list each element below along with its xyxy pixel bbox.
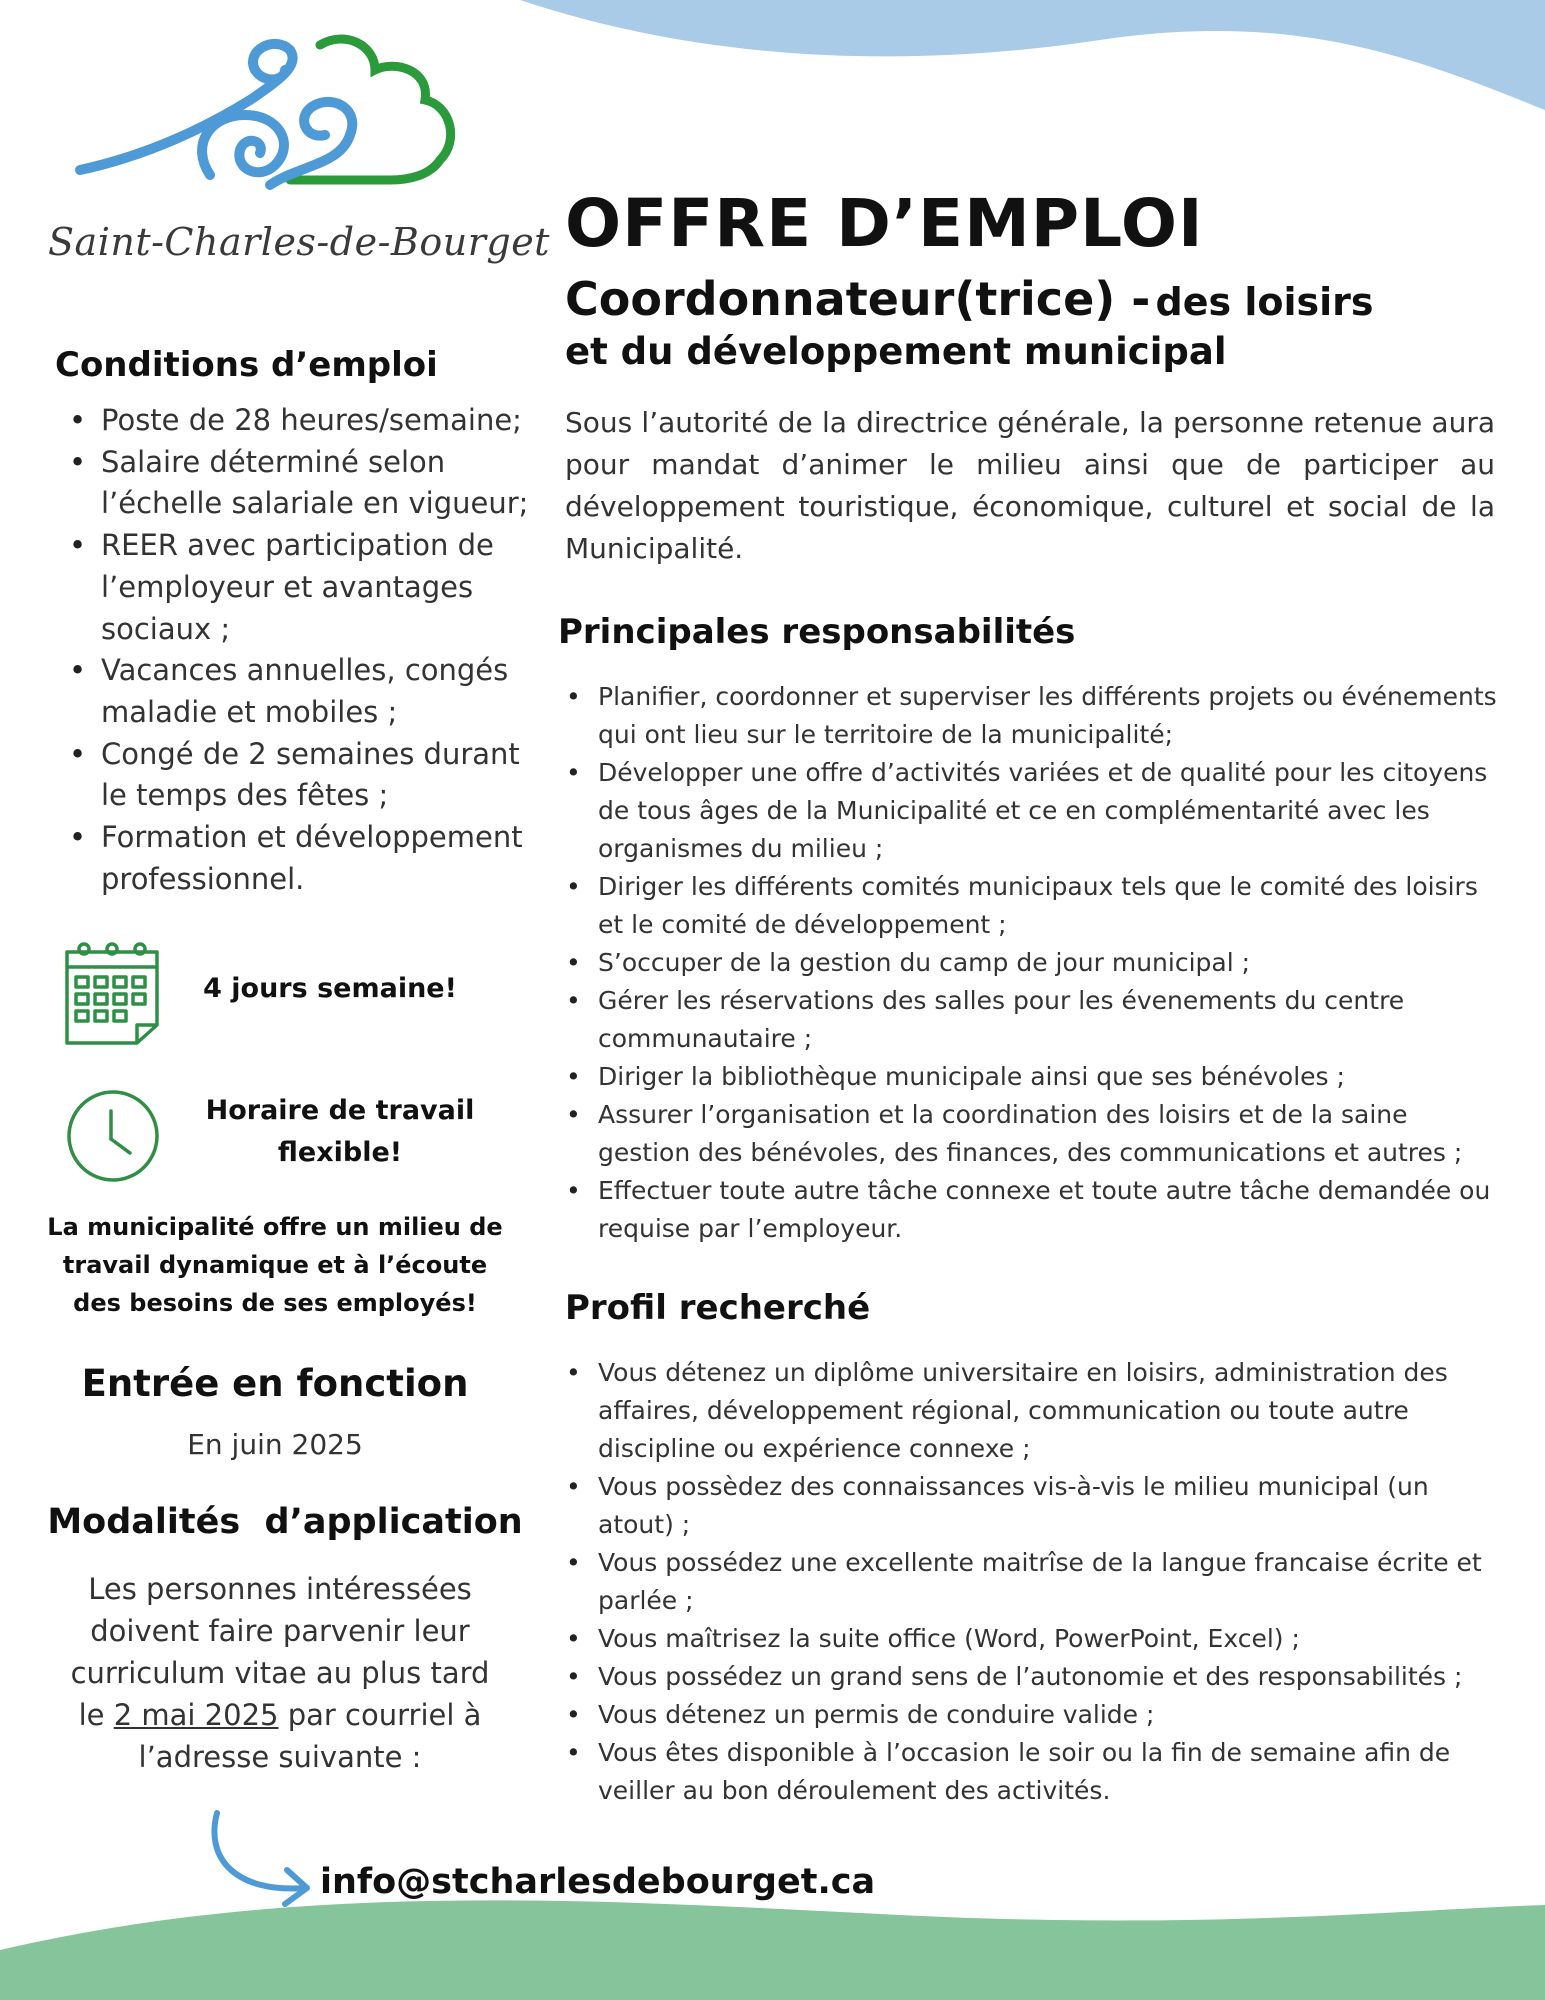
logo-wind-shape bbox=[202, 115, 284, 175]
list-item: • Diriger les différents comités municipaux tels que le comité des loisirs et le comité de développement ; bbox=[598, 868, 1498, 944]
profile-list bbox=[598, 1354, 1498, 1810]
list-item: • Diriger la bibliothèque municipale ainsi que ses bénévoles ; bbox=[598, 1058, 1498, 1096]
list-item: • S’occuper de la gestion du camp de jour municipal ; bbox=[598, 944, 1498, 982]
start-date-value: En juin 2025 bbox=[187, 1428, 363, 1461]
page-title: OFFRE D’EMPLOI bbox=[565, 185, 1204, 262]
list-item: • Assurer l’organisation et la coordination des loisirs et de la saine gestion des bénévoles, des finances, des communications et autres ; bbox=[598, 1096, 1498, 1172]
top-wave-shape bbox=[520, 0, 1545, 110]
list-item: • Salaire déterminé selon l’échelle salariale en vigueur; bbox=[101, 442, 531, 525]
job-title-main: Coordonnateur(trice) - bbox=[565, 272, 1151, 326]
conditions-list bbox=[101, 400, 531, 900]
flexible-schedule-label: Horaire de travail flexible! bbox=[205, 1095, 475, 1168]
list-item: • Formation et développement professionnel. bbox=[101, 817, 531, 900]
list-item: • Congé de 2 semaines durant le temps des fêtes ; bbox=[101, 734, 531, 817]
list-item: • Planifier, coordonner et superviser les différents projets ou événements qui ont lieu sur le territoire de la municipalité; bbox=[598, 678, 1498, 754]
application-text-after: par courriel à l’adresse suivante : bbox=[138, 1698, 482, 1774]
responsibilities-list bbox=[598, 678, 1498, 1248]
list-item: • Vous maîtrisez la suite office (Word, PowerPoint, Excel) ; bbox=[598, 1620, 1498, 1658]
application-instructions bbox=[55, 1568, 505, 1778]
job-title-line2: et du développement municipal bbox=[565, 330, 1227, 373]
list-item: • Gérer les réservations des salles pour les évenements du centre communautaire ; bbox=[598, 982, 1498, 1058]
intro-paragraph: Sous l’autorité de la directrice générale, la personne retenue aura pour mandat d’animer le milieu ainsi que de participer au développement touristique, économique, culturel et social de la Municipalité. bbox=[565, 406, 1495, 565]
list-item: • REER avec participation de l’employeur et avantages sociaux ; bbox=[101, 525, 531, 650]
four-day-week-label: 4 jours semaine! bbox=[203, 973, 457, 1004]
wind-cloud-logo-icon bbox=[70, 25, 470, 205]
list-item: • Vous possédez une excellente maitrîse de la langue francaise écrite et parlée ; bbox=[598, 1544, 1498, 1620]
list-item: • Vous êtes disponible à l’occasion le soir ou la fin de semaine afin de veiller au bon déroulement des activités. bbox=[598, 1734, 1498, 1810]
list-item: • Vous possédez un grand sens de l’autonomie et des responsabilités ; bbox=[598, 1658, 1498, 1696]
email-link[interactable]: info@stcharlesdebourget.ca bbox=[320, 1862, 876, 1902]
job-title bbox=[565, 272, 1373, 326]
clock-icon bbox=[64, 1087, 162, 1185]
responsibilities-heading: Principales responsabilités bbox=[558, 612, 1076, 652]
list-item: • Poste de 28 heures/semaine; bbox=[101, 400, 531, 442]
list-item: • Vous détenez un permis de conduire valide ; bbox=[598, 1696, 1498, 1734]
curved-arrow-icon bbox=[205, 1808, 325, 1918]
job-title-suffix: des loisirs bbox=[1155, 280, 1374, 324]
calendar-icon bbox=[62, 937, 162, 1047]
list-item: • Effectuer toute autre tâche connexe et toute autre tâche demandée ou requise par l’employeur. bbox=[598, 1172, 1498, 1248]
list-item: • Vous détenez un diplôme universitaire en loisirs, administration des affaires, développement régional, communication ou toute autre discipline ou expérience connexe ; bbox=[598, 1354, 1498, 1468]
conditions-heading: Conditions d’emploi bbox=[55, 345, 438, 385]
application-deadline: 2 mai 2025 bbox=[113, 1698, 279, 1732]
profile-heading: Profil recherché bbox=[565, 1288, 871, 1328]
list-item: • Vous possèdez des connaissances vis-à-vis le milieu municipal (un atout) ; bbox=[598, 1468, 1498, 1544]
logo-wordmark: Saint-Charles-de-Bourget bbox=[48, 220, 550, 264]
list-item: • Développer une offre d’activités variées et de qualité pour les citoyens de tous âges de la Municipalité et ce en complémentarité avec les organismes du milieu ; bbox=[598, 754, 1498, 868]
application-text-before: Les personnes intéressées doivent faire parvenir leur curriculum vitae au plus tard le bbox=[70, 1572, 490, 1732]
application-heading: Modalités d’application bbox=[47, 1502, 523, 1542]
start-date-heading: Entrée en fonction bbox=[81, 1362, 469, 1405]
work-environment-text: La municipalité offre un milieu de travail dynamique et à l’écoute des besoins de ses employés! bbox=[47, 1213, 503, 1317]
list-item: • Vacances annuelles, congés maladie et mobiles ; bbox=[101, 650, 531, 733]
